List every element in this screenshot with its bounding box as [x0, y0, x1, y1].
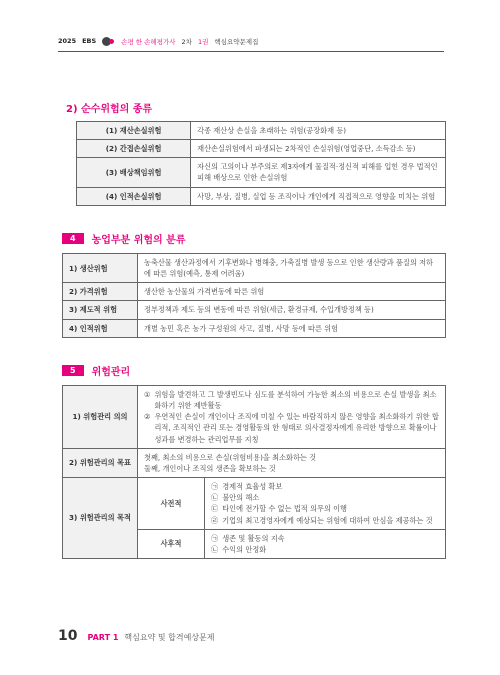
table-head-cell: 3) 제도적 위험 — [63, 301, 138, 319]
list-item — [211, 492, 439, 503]
header-title: 핵심요약문제집 — [214, 37, 259, 46]
page-number: 10 — [58, 628, 78, 644]
header-year: 2025 — [58, 37, 77, 45]
table-body-cell: 사망, 부상, 질병, 실업 등 조직이나 개인에게 직접적으로 영향을 미치는 위험 — [191, 187, 446, 205]
table-head-cell: (1) 재산손실위험 — [77, 122, 191, 140]
agri-risk-table — [62, 253, 446, 338]
table-row — [77, 140, 446, 158]
table-row — [63, 254, 446, 283]
list-item — [211, 515, 439, 526]
page-header — [58, 33, 444, 52]
section-number-badge: 5 — [62, 365, 84, 376]
header-ebs: EBS — [82, 37, 97, 45]
risk-management-table — [62, 385, 446, 559]
table-body-cell: 재산손실위험에서 파생되는 2차적인 손실위험(영업중단, 소득감소 등) — [191, 140, 446, 158]
table-body-cell — [138, 448, 446, 477]
table-head-cell: 1) 위험관리 의의 — [63, 386, 138, 449]
header-volume: 1권 — [197, 37, 209, 46]
table-body-cell: 생산한 농산물의 가격변동에 따른 위험 — [138, 283, 446, 301]
list-marker: ㉠ — [211, 482, 219, 492]
footer-part: PART 1 — [87, 633, 119, 642]
list-text: 타인에 전가할 수 없는 법적 의무의 이행 — [222, 504, 348, 514]
goal-line: 첫째, 최소의 비용으로 손실(위험비용)을 최소화하는 것 — [144, 452, 317, 462]
section-header-agri-risk — [62, 231, 185, 246]
table-head-cell: (4) 인적손실위험 — [77, 187, 191, 205]
list-marker: ㉠ — [211, 533, 219, 543]
table-row — [63, 448, 446, 477]
table-row — [63, 478, 446, 530]
list-text: 불안의 해소 — [222, 493, 260, 503]
section-title: 농업부분 위험의 분류 — [91, 235, 186, 246]
list-marker: ② — [144, 412, 151, 422]
list-item — [211, 481, 439, 492]
list-item — [211, 533, 439, 544]
list-marker: ㉡ — [211, 493, 219, 503]
table-row — [77, 187, 446, 205]
table-body-cell: 농축산물 생산과정에서 기후변화나 병해충, 가축질병 발생 등으로 인한 생산량과 품질의 저하에 따른 위험(예측, 통제 어려움) — [138, 254, 446, 283]
list-marker: ① — [144, 390, 151, 399]
table-body-cell: 정부정책과 제도 등의 변동에 따른 위험(세금, 환경규제, 수입개방정책 등) — [138, 301, 446, 319]
list-text: 경제적 효율성 확보 — [222, 482, 283, 492]
table-row — [63, 319, 446, 337]
list-marker: ㉢ — [211, 504, 219, 514]
list-marker: ㉣ — [211, 515, 219, 525]
pure-risk-table — [76, 121, 446, 206]
sub-head-cell: 사후적 — [138, 529, 205, 558]
list-text: 우연적인 손실이 개인이나 조직에 미칠 수 있는 바람직하지 않은 영향을 최소화하기 위한 합리적, 조직적인 관리 또는 경영활동의 한 형태로 의사결정자에게 유리한 방향으로 확률이나 성과를 변경하는 관리업무를 지칭 — [154, 412, 439, 444]
table-row — [77, 122, 446, 140]
table-row — [77, 158, 446, 187]
sub-head-cell: 사전적 — [138, 478, 205, 530]
footer-part-title: 핵심요약 및 합격예상문제 — [124, 633, 215, 642]
table-body-cell: 개별 농민 혹은 농가 구성원의 사고, 질병, 사망 등에 따른 위험 — [138, 319, 446, 337]
list-text: 기업의 최고경영자에게 예상되는 위험에 대하여 안심을 제공하는 것 — [222, 515, 433, 525]
list-item — [211, 503, 439, 514]
section-number-badge: 4 — [62, 233, 84, 244]
page-footer — [58, 628, 215, 644]
table-head-cell: (3) 배상책임위험 — [77, 158, 191, 187]
section-title-pure-risk: 2) 순수위험의 종류 — [66, 104, 153, 115]
table-body-cell — [205, 478, 446, 530]
section-header-risk-management — [62, 363, 130, 378]
header-part: 2차 — [181, 37, 192, 46]
table-body-cell — [205, 529, 446, 558]
table-head-cell: 4) 인적위험 — [63, 319, 138, 337]
table-head-cell: (2) 간접손실위험 — [77, 140, 191, 158]
table-row — [63, 301, 446, 319]
list-text: 위험을 발견하고 그 발생빈도나 심도를 분석하여 가능한 최소의 비용으로 손실 발생을 최소화하기 위한 제반활동 — [154, 390, 437, 411]
table-head-cell: 2) 가격위험 — [63, 283, 138, 301]
ebs-logo-icon — [102, 37, 111, 46]
list-item — [144, 389, 439, 411]
list-text: 수익의 안정화 — [222, 544, 267, 554]
table-body-cell: 각종 재산상 손실을 초래하는 위험(공장화재 등) — [191, 122, 446, 140]
header-cert: 손평 한 손해평가사 — [121, 37, 176, 46]
list-item — [211, 544, 439, 555]
table-body-cell — [138, 386, 446, 449]
list-text: 생존 및 활동의 지속 — [222, 533, 285, 543]
table-body-cell: 자신의 고의이나 부주의로 제3자에게 물질적·정신적 피해를 입힌 경우 법적인 피해 배상으로 인한 손실위험 — [191, 158, 446, 187]
table-head-cell: 3) 위험관리의 목적 — [63, 478, 138, 559]
list-item — [144, 411, 439, 444]
table-head-cell: 1) 생산위험 — [63, 254, 138, 283]
list-marker: ㉡ — [211, 544, 219, 554]
table-head-cell: 2) 위험관리의 목표 — [63, 448, 138, 477]
table-row — [63, 386, 446, 449]
table-row — [63, 283, 446, 301]
goal-line: 둘째, 개인이나 조직의 생존을 확보하는 것 — [144, 463, 276, 473]
section-title: 위험관리 — [91, 367, 131, 378]
